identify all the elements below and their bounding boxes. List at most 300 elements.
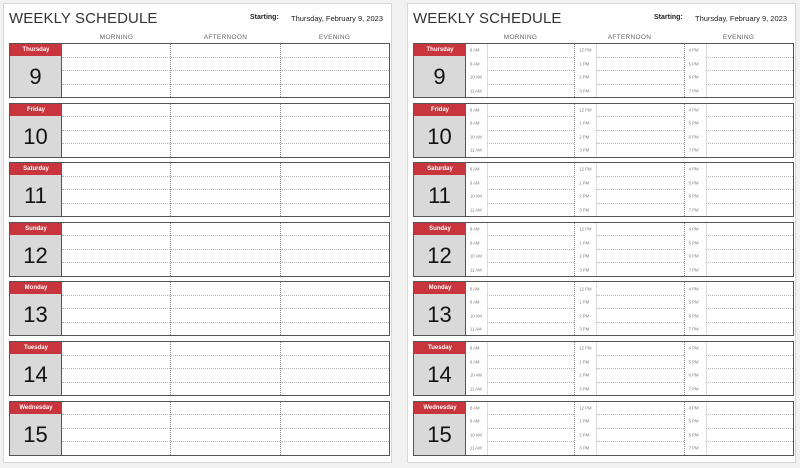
time-slot[interactable]: [688, 342, 793, 356]
time-slot[interactable]: [171, 323, 279, 336]
time-slot[interactable]: [281, 323, 389, 336]
slot-column-afternoon: [170, 163, 279, 216]
time-slot[interactable]: [62, 104, 170, 118]
slot-column-afternoon: [574, 223, 683, 276]
time-slot[interactable]: [579, 429, 683, 443]
time-slot[interactable]: [688, 323, 793, 336]
slot-column-evening: [684, 104, 793, 157]
time-label: 7 PM: [688, 88, 699, 94]
time-label: 5 PM: [688, 418, 699, 424]
time-slot[interactable]: [688, 117, 793, 131]
slot-column-afternoon: [574, 282, 683, 335]
day-name: Sunday: [414, 223, 466, 235]
time-label: 7 PM: [688, 267, 699, 273]
time-slot[interactable]: [688, 369, 793, 383]
time-slot[interactable]: [579, 250, 683, 264]
time-slot[interactable]: [470, 383, 574, 396]
time-slot[interactable]: [171, 342, 279, 356]
time-slot[interactable]: [579, 71, 683, 85]
time-label: 3 PM: [579, 88, 590, 94]
slot-column-morning: [466, 402, 574, 455]
starting-date: Thursday, February 9, 2023: [695, 14, 787, 23]
time-label: 12 PM: [579, 166, 592, 172]
slot-column-morning: [466, 223, 574, 276]
time-slot[interactable]: [62, 342, 170, 356]
time-slot[interactable]: [281, 58, 389, 72]
day-name: Thursday: [10, 44, 62, 56]
time-slot[interactable]: [688, 263, 793, 276]
time-label: 10 AM: [470, 193, 482, 199]
time-slot[interactable]: [688, 58, 793, 72]
time-slot[interactable]: [579, 163, 683, 177]
time-slot[interactable]: [470, 144, 574, 157]
time-slot[interactable]: [62, 356, 170, 370]
time-slot[interactable]: [171, 144, 279, 157]
day-number: 13: [10, 294, 62, 335]
time-slot[interactable]: [62, 369, 170, 383]
time-slot[interactable]: [579, 263, 683, 276]
time-slot[interactable]: [281, 309, 389, 323]
time-slot[interactable]: [281, 204, 389, 217]
time-slot[interactable]: [579, 85, 683, 98]
day-slots: [466, 104, 793, 157]
time-label: 8 AM: [470, 166, 480, 172]
time-slot[interactable]: [281, 163, 389, 177]
slot-column-morning: [62, 163, 170, 216]
time-slot[interactable]: [171, 263, 279, 276]
time-slot[interactable]: [688, 144, 793, 157]
time-slot[interactable]: [281, 104, 389, 118]
time-slot[interactable]: [579, 296, 683, 310]
time-slot[interactable]: [470, 263, 574, 276]
time-slot[interactable]: [171, 296, 279, 310]
time-slot[interactable]: [281, 402, 389, 416]
time-slot[interactable]: [579, 177, 683, 191]
day-slots: [466, 163, 793, 216]
time-slot[interactable]: [62, 236, 170, 250]
time-slot[interactable]: [470, 190, 574, 204]
time-label: 6 PM: [688, 313, 699, 319]
time-slot[interactable]: [579, 131, 683, 145]
time-label: 2 PM: [579, 193, 590, 199]
time-slot[interactable]: [281, 144, 389, 157]
time-label: 6 PM: [688, 134, 699, 140]
time-slot[interactable]: [470, 402, 574, 416]
starting-label: Starting:: [654, 14, 683, 21]
time-slot[interactable]: [470, 309, 574, 323]
day-number: 15: [414, 414, 466, 455]
time-label: 12 PM: [579, 226, 592, 232]
time-label: 5 PM: [688, 240, 699, 246]
time-slot[interactable]: [62, 296, 170, 310]
slot-column-evening: [684, 163, 793, 216]
time-slot[interactable]: [688, 177, 793, 191]
time-slot[interactable]: [688, 402, 793, 416]
time-label: 11 AM: [470, 147, 482, 153]
time-slot[interactable]: [281, 296, 389, 310]
time-label: 2 PM: [579, 313, 590, 319]
time-slot[interactable]: [62, 58, 170, 72]
time-slot[interactable]: [579, 44, 683, 58]
time-slot[interactable]: [579, 223, 683, 237]
time-slot[interactable]: [171, 58, 279, 72]
time-slot[interactable]: [579, 204, 683, 217]
day-slots: [62, 44, 389, 97]
time-slot[interactable]: [470, 177, 574, 191]
time-slot[interactable]: [281, 85, 389, 98]
time-slot[interactable]: [470, 71, 574, 85]
time-slot[interactable]: [62, 85, 170, 98]
time-slot[interactable]: [171, 369, 279, 383]
time-label: 7 PM: [688, 326, 699, 332]
time-slot[interactable]: [579, 117, 683, 131]
time-label: 1 PM: [579, 120, 590, 126]
time-slot[interactable]: [688, 163, 793, 177]
time-label: 6 PM: [688, 372, 699, 378]
day-name: Monday: [10, 282, 62, 294]
time-slot[interactable]: [281, 71, 389, 85]
time-slot[interactable]: [688, 85, 793, 98]
time-slot[interactable]: [281, 383, 389, 396]
day-block: [9, 162, 390, 217]
day-number: 14: [414, 354, 466, 395]
time-slot[interactable]: [579, 369, 683, 383]
time-slot[interactable]: [470, 131, 574, 145]
time-slot[interactable]: [171, 104, 279, 118]
day-slots: [466, 223, 793, 276]
time-slot[interactable]: [470, 204, 574, 217]
time-label: 11 AM: [470, 88, 482, 94]
slot-column-afternoon: [170, 282, 279, 335]
time-slot[interactable]: [171, 44, 279, 58]
slot-column-evening: [684, 282, 793, 335]
time-label: 10 AM: [470, 134, 482, 140]
day-name: Friday: [10, 104, 62, 116]
time-slot[interactable]: [688, 296, 793, 310]
time-slot[interactable]: [171, 309, 279, 323]
time-slot[interactable]: [281, 415, 389, 429]
day-block: [9, 43, 390, 98]
slot-column-evening: [684, 44, 793, 97]
time-slot[interactable]: [470, 163, 574, 177]
day-name: Saturday: [10, 163, 62, 175]
time-slot[interactable]: [470, 223, 574, 237]
time-slot[interactable]: [470, 250, 574, 264]
time-slot[interactable]: [281, 131, 389, 145]
day-block: [413, 162, 794, 217]
day-slots: [62, 282, 389, 335]
time-label: 9 AM: [470, 180, 480, 186]
day-block: [413, 43, 794, 98]
time-slot[interactable]: [62, 44, 170, 58]
slot-column-evening: [280, 282, 389, 335]
day-name: Saturday: [414, 163, 466, 175]
time-slot[interactable]: [171, 163, 279, 177]
time-slot[interactable]: [62, 190, 170, 204]
time-slot[interactable]: [579, 104, 683, 118]
time-label: 9 AM: [470, 120, 480, 126]
time-slot[interactable]: [62, 144, 170, 157]
time-slot[interactable]: [62, 323, 170, 336]
time-slot[interactable]: [62, 429, 170, 443]
slot-column-afternoon: [170, 402, 279, 455]
time-label: 4 PM: [688, 345, 699, 351]
time-slot[interactable]: [579, 282, 683, 296]
time-slot[interactable]: [62, 383, 170, 396]
time-slot[interactable]: [171, 250, 279, 264]
time-slot[interactable]: [171, 71, 279, 85]
time-slot[interactable]: [171, 415, 279, 429]
time-slot[interactable]: [62, 250, 170, 264]
day-number: 14: [10, 354, 62, 395]
time-slot[interactable]: [281, 263, 389, 276]
time-label: 1 PM: [579, 418, 590, 424]
time-slot[interactable]: [281, 342, 389, 356]
day-name: Wednesday: [10, 402, 62, 414]
time-slot[interactable]: [470, 104, 574, 118]
slot-column-morning: [62, 223, 170, 276]
day-number: 9: [10, 56, 62, 97]
time-slot[interactable]: [171, 223, 279, 237]
time-slot[interactable]: [579, 309, 683, 323]
day-number: 12: [10, 235, 62, 276]
time-slot[interactable]: [281, 223, 389, 237]
time-slot[interactable]: [579, 415, 683, 429]
slot-column-morning: [466, 163, 574, 216]
slot-column-morning: [466, 104, 574, 157]
time-slot[interactable]: [171, 85, 279, 98]
day-number: 9: [414, 56, 466, 97]
time-slot[interactable]: [470, 236, 574, 250]
time-label: 1 PM: [579, 359, 590, 365]
time-slot[interactable]: [579, 402, 683, 416]
time-label: 3 PM: [579, 445, 590, 451]
slot-column-morning: [466, 282, 574, 335]
time-slot[interactable]: [470, 429, 574, 443]
time-slot[interactable]: [470, 342, 574, 356]
time-label: 12 PM: [579, 47, 592, 53]
day-slots: [62, 342, 389, 395]
time-slot[interactable]: [281, 236, 389, 250]
time-slot[interactable]: [470, 58, 574, 72]
slot-column-morning: [62, 402, 170, 455]
day-name: Friday: [414, 104, 466, 116]
time-label: 4 PM: [688, 226, 699, 232]
time-label: 7 PM: [688, 386, 699, 392]
time-slot[interactable]: [62, 442, 170, 455]
time-slot[interactable]: [281, 442, 389, 455]
time-slot[interactable]: [281, 250, 389, 264]
time-slot[interactable]: [470, 296, 574, 310]
day-block: [413, 341, 794, 396]
time-label: 5 PM: [688, 299, 699, 305]
time-label: 4 PM: [688, 405, 699, 411]
day-block: [413, 401, 794, 456]
time-slot[interactable]: [688, 356, 793, 370]
time-slot[interactable]: [579, 190, 683, 204]
time-slot[interactable]: [579, 236, 683, 250]
time-slot[interactable]: [688, 250, 793, 264]
time-slot[interactable]: [171, 282, 279, 296]
time-slot[interactable]: [62, 282, 170, 296]
time-slot[interactable]: [62, 163, 170, 177]
time-slot[interactable]: [688, 131, 793, 145]
time-label: 11 AM: [470, 445, 482, 451]
time-slot[interactable]: [171, 117, 279, 131]
time-slot[interactable]: [281, 282, 389, 296]
time-slot[interactable]: [62, 204, 170, 217]
time-slot[interactable]: [688, 44, 793, 58]
time-label: 3 PM: [579, 147, 590, 153]
time-label: 9 AM: [470, 359, 480, 365]
time-slot[interactable]: [171, 177, 279, 191]
time-slot[interactable]: [470, 415, 574, 429]
time-label: 9 AM: [470, 240, 480, 246]
time-slot[interactable]: [688, 415, 793, 429]
time-label: 1 PM: [579, 180, 590, 186]
time-label: 8 AM: [470, 345, 480, 351]
time-slot[interactable]: [171, 131, 279, 145]
day-number: 13: [414, 294, 466, 335]
time-slot[interactable]: [470, 323, 574, 336]
day-number: 11: [10, 175, 62, 216]
time-slot[interactable]: [62, 263, 170, 276]
time-slot[interactable]: [688, 236, 793, 250]
day-slots: [466, 342, 793, 395]
time-slot[interactable]: [171, 204, 279, 217]
time-label: 10 AM: [470, 74, 482, 80]
day-block: [9, 341, 390, 396]
day-block: [9, 281, 390, 336]
time-label: 3 PM: [579, 326, 590, 332]
time-slot[interactable]: [281, 369, 389, 383]
time-slot[interactable]: [281, 190, 389, 204]
time-label: 4 PM: [688, 166, 699, 172]
time-label: 10 AM: [470, 432, 482, 438]
time-label: 2 PM: [579, 372, 590, 378]
slot-column-afternoon: [170, 223, 279, 276]
time-slot[interactable]: [579, 356, 683, 370]
time-label: 3 PM: [579, 386, 590, 392]
time-slot[interactable]: [281, 44, 389, 58]
slot-column-afternoon: [574, 104, 683, 157]
slot-column-afternoon: [574, 44, 683, 97]
time-slot[interactable]: [281, 117, 389, 131]
slot-column-afternoon: [574, 342, 683, 395]
day-name: Monday: [414, 282, 466, 294]
time-label: 10 AM: [470, 253, 482, 259]
time-slot[interactable]: [62, 309, 170, 323]
time-label: 2 PM: [579, 74, 590, 80]
time-slot[interactable]: [171, 356, 279, 370]
column-evening: EVENING: [722, 34, 755, 41]
slot-column-evening: [280, 44, 389, 97]
time-label: 2 PM: [579, 432, 590, 438]
time-slot[interactable]: [579, 383, 683, 396]
time-label: 5 PM: [688, 180, 699, 186]
time-slot[interactable]: [171, 383, 279, 396]
time-slot[interactable]: [688, 223, 793, 237]
time-slot[interactable]: [688, 429, 793, 443]
time-slot[interactable]: [171, 429, 279, 443]
time-slot[interactable]: [62, 223, 170, 237]
time-slot[interactable]: [579, 144, 683, 157]
time-slot[interactable]: [281, 356, 389, 370]
time-slot[interactable]: [688, 282, 793, 296]
time-slot[interactable]: [171, 236, 279, 250]
time-slot[interactable]: [281, 177, 389, 191]
time-slot[interactable]: [579, 323, 683, 336]
time-slot[interactable]: [281, 429, 389, 443]
time-slot[interactable]: [688, 190, 793, 204]
day-slots: [466, 44, 793, 97]
day-block: [413, 222, 794, 277]
time-label: 5 PM: [688, 359, 699, 365]
slot-column-evening: [280, 342, 389, 395]
time-slot[interactable]: [470, 282, 574, 296]
time-slot[interactable]: [171, 402, 279, 416]
time-slot[interactable]: [470, 85, 574, 98]
time-slot[interactable]: [171, 190, 279, 204]
schedule-sheet-plain: [3, 3, 392, 463]
time-label: 1 PM: [579, 61, 590, 67]
day-number: 12: [414, 235, 466, 276]
time-label: 8 AM: [470, 47, 480, 53]
slot-column-afternoon: [170, 342, 279, 395]
time-slot[interactable]: [688, 442, 793, 455]
time-label: 9 AM: [470, 61, 480, 67]
time-label: 12 PM: [579, 345, 592, 351]
day-block: [9, 401, 390, 456]
slot-column-afternoon: [170, 104, 279, 157]
slot-column-morning: [62, 282, 170, 335]
time-slot[interactable]: [688, 204, 793, 217]
time-slot[interactable]: [470, 442, 574, 455]
time-slot[interactable]: [688, 309, 793, 323]
time-slot[interactable]: [62, 177, 170, 191]
time-slot[interactable]: [579, 342, 683, 356]
day-number: 10: [10, 116, 62, 157]
slot-column-morning: [466, 44, 574, 97]
time-label: 7 PM: [688, 147, 699, 153]
time-slot[interactable]: [688, 383, 793, 396]
time-slot[interactable]: [579, 442, 683, 455]
time-slot[interactable]: [470, 117, 574, 131]
slot-column-afternoon: [170, 44, 279, 97]
time-slot[interactable]: [62, 117, 170, 131]
time-slot[interactable]: [62, 131, 170, 145]
time-slot[interactable]: [470, 356, 574, 370]
day-name: Tuesday: [414, 342, 466, 354]
time-label: 6 PM: [688, 432, 699, 438]
time-slot[interactable]: [579, 58, 683, 72]
time-slot[interactable]: [470, 44, 574, 58]
time-slot[interactable]: [688, 71, 793, 85]
slot-column-evening: [280, 163, 389, 216]
time-slot[interactable]: [688, 104, 793, 118]
time-slot[interactable]: [62, 415, 170, 429]
column-morning: MORNING: [503, 34, 538, 41]
time-label: 3 PM: [579, 207, 590, 213]
time-label: 8 AM: [470, 226, 480, 232]
day-block: [413, 103, 794, 158]
time-slot[interactable]: [62, 71, 170, 85]
time-slot[interactable]: [171, 442, 279, 455]
time-label: 11 AM: [470, 326, 482, 332]
time-slot[interactable]: [470, 369, 574, 383]
day-slots: [62, 163, 389, 216]
time-slot[interactable]: [62, 402, 170, 416]
